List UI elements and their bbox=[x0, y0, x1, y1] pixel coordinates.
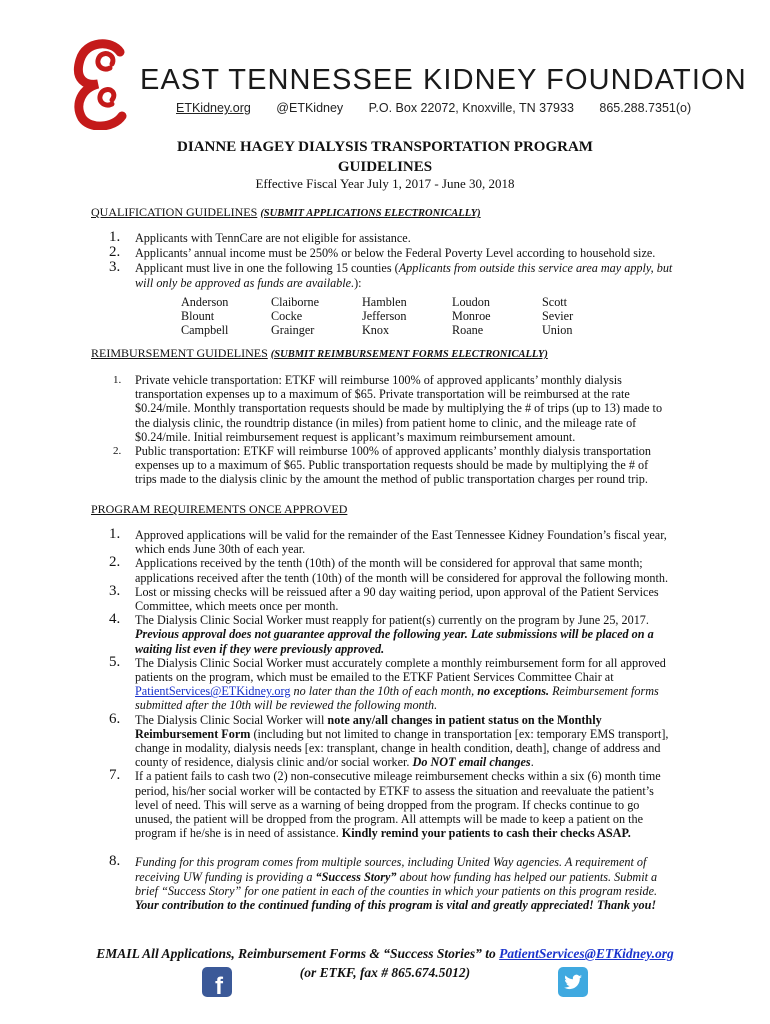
qualification-list bbox=[109, 229, 680, 291]
list-item: 4. The Dialysis Clinic Social Worker must reapply for patient(s) currently on the program by June 25, 2017. Previous approval does not guarantee approval the following year. Late submissions will be placed on a waiting list even if they were previously approved. bbox=[109, 611, 654, 656]
county-column: Loudon Monroe Roane bbox=[452, 295, 491, 338]
list-item: 3. Applicant must live in one the following 15 counties (Applicants from outside this service area may apply, but will only be approved as funds are available.): bbox=[109, 259, 673, 290]
county-column: Scott Sevier Union bbox=[542, 295, 574, 338]
program-list bbox=[109, 526, 675, 913]
footer-email-link[interactable]: PatientServices@ETKidney.org bbox=[499, 946, 674, 961]
twitter-icon[interactable] bbox=[558, 967, 588, 997]
list-item: 1. Approved applications will be valid for the remainder of the East Tennessee Kidney Foundation’s fiscal year, which ends June 30th of each year. bbox=[109, 526, 667, 557]
page-title: DIANNE HAGEY DIALYSIS TRANSPORTATION PROGRAM GUIDELINES bbox=[177, 139, 593, 175]
email-instructions: EMAIL All Applications, Reimbursement Forms & “Success Stories” to PatientServices@ETKidney.org bbox=[96, 946, 674, 961]
phone: 865.288.7351(o) bbox=[599, 101, 692, 115]
contact-line bbox=[176, 101, 713, 115]
website-link[interactable]: ETKidney.org bbox=[176, 101, 251, 115]
list-item: 2. Public transportation: ETKF will reimburse 100% of approved applicants’ monthly dialysis transportation expenses up to a maximum of $65. Public transportation requests should be made by multiplying the # of trips made to the dialysis clinic by the amount the method of public transportation charges per round trip. bbox=[113, 444, 651, 487]
org-name: EAST TENNESSEE KIDNEY FOUNDATION bbox=[140, 64, 747, 96]
county-column: Hamblen Jefferson Knox bbox=[362, 295, 407, 338]
list-item: 5. The Dialysis Clinic Social Worker must accurately complete a monthly reimbursement form for all approved patients on the program, which must be emailed to the ETKF Patient Services Committee Chair at PatientServices@ETKidney.org no later than the 10th of each month, no exceptions. Reimbursement forms submitted after the 10th will be reviewed the following month. bbox=[109, 653, 666, 713]
list-item: 1. Private vehicle transportation: ETKF will reimburse 100% of approved applicants’ monthly dialysis transportation expenses up to a maximum of $65. Private transportation will be reimbursed at the rate $0.24/mile. Monthly transportation requests should be made by multiplying the # of trips (up to 13) made to the dialysis clinic, the roundtrip distance (in miles) from patient home to clinic, and the mileage rate of $0.24/mile. Initial reimbursement request is applicant’s maximum reimbursement amount. bbox=[113, 373, 663, 444]
patient-services-email-link[interactable]: PatientServices@ETKidney.org bbox=[135, 684, 291, 699]
list-item: 8. Funding for this program comes from multiple sources, including United Way agencies. A requirement of receiving UW funding is providing a “Success Story” about how funding has helped our patients. Submit a brief “Success Story” for one patient in each of the counties in which your patients on this program reside. Your contribution to the continued funding of this program is vital and greatly appreciated! Thank you! bbox=[109, 853, 658, 913]
address: P.O. Box 22072, Knoxville, TN 37933 bbox=[368, 101, 574, 115]
reimbursement-list bbox=[113, 373, 670, 487]
list-item: 2. Applications received by the tenth (10th) of the month will be considered for approval that same month; applications received after the tenth (10th) of the month will be considered for approval the following month. bbox=[109, 554, 669, 585]
list-item: 1. Applicants with TennCare are not eligible for assistance. bbox=[109, 229, 411, 245]
qualification-heading: QUALIFICATION GUIDELINES (SUBMIT APPLICATIONS ELECTRONICALLY) bbox=[91, 205, 481, 219]
etkf-logo bbox=[72, 38, 134, 130]
fax-line: (or ETKF, fax # 865.674.5012) bbox=[299, 965, 471, 980]
reimbursement-heading: REIMBURSEMENT GUIDELINES (SUBMIT REIMBURSEMENT FORMS ELECTRONICALLY) bbox=[91, 346, 548, 360]
twitter-handle: @ETKidney bbox=[276, 101, 344, 115]
svg-text:f: f bbox=[215, 973, 223, 997]
facebook-icon[interactable] bbox=[202, 967, 232, 997]
list-item: 6. The Dialysis Clinic Social Worker will note any/all changes in patient status on the Monthly Reimbursement Form (including but not limited to change in transportation [ex: temporary EMS transport], change in modality, dialysis needs [ex: transplant, change in health condition, death], change of address and county of residence, dialysis clinic and/or social worker. Do NOT email changes. bbox=[109, 710, 669, 770]
list-item: 2. Applicants’ annual income must be 250% or below the Federal Poverty Level according to household size. bbox=[109, 244, 656, 261]
county-column: Claiborne Cocke Grainger bbox=[271, 295, 320, 338]
program-heading: PROGRAM REQUIREMENTS ONCE APPROVED bbox=[91, 502, 348, 516]
county-column: Anderson Blount Campbell bbox=[181, 295, 229, 338]
list-item: 7. If a patient fails to cash two (2) non-consecutive mileage reimbursement checks within a six (6) month time period, his/her social worker will be contacted by ETKF to assess the situation and reevaluate the patient’s level of need. This will serve as a warning of being dropped from the program. If checks continue to go unused, the patient will be dropped from the program. All attempts will be made to keep a patient on the program if he/she is in need of assistance. Kindly remind your patients to cash their checks ASAP. bbox=[109, 767, 661, 841]
list-item: 3. Lost or missing checks will be reissued after a 90 day waiting period, upon approval of the Patient Services Committee, which meets once per month. bbox=[109, 582, 659, 614]
effective-date: Effective Fiscal Year July 1, 2017 - June 30, 2018 bbox=[255, 176, 515, 191]
